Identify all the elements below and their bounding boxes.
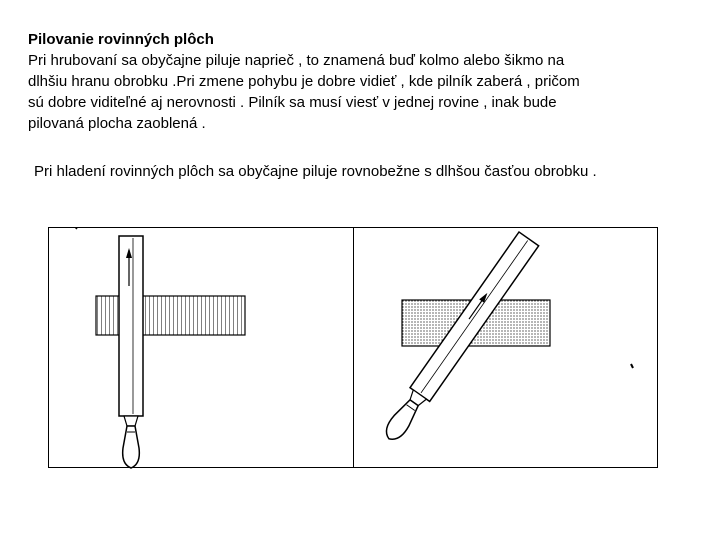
paragraph-line: pilovaná plocha zaoblená .	[28, 115, 206, 132]
paragraph-line: dlhšiu hranu obrobku .Pri zmene pohybu je dobre vidieť , kde pilník zaberá , pričom	[28, 73, 580, 90]
oblique-filing-drawing	[354, 228, 658, 469]
filing-illustration	[48, 227, 658, 468]
paragraph-line: sú dobre viditeľné aj nerovnosti . Pilník sa musí viesť v jednej rovine , inak bude	[28, 94, 557, 111]
file-blade	[119, 236, 143, 416]
paragraph-smoothing: Pri hladení rovinných plôch sa obyčajne piluje rovnobežne s dlhšou časťou obrobku .	[34, 163, 597, 180]
perpendicular-filing-drawing	[49, 228, 353, 469]
page-title: Pilovanie rovinných plôch	[28, 31, 214, 48]
paragraph-roughing	[28, 50, 668, 134]
paragraph-line: Pri hrubovaní sa obyčajne piluje naprieč , to znamená buď kolmo alebo šikmo na	[28, 52, 565, 69]
